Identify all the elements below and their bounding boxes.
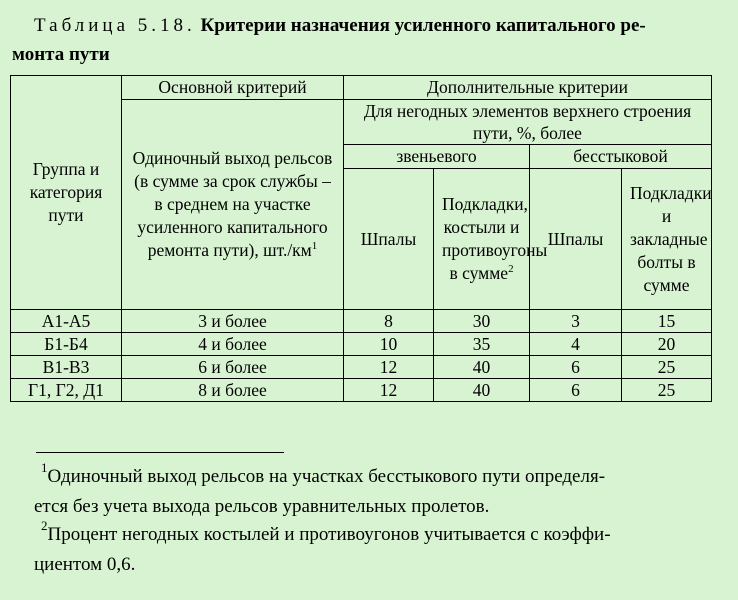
cell-sleepers-link: 8 (344, 310, 434, 333)
header-additional: Дополнительные критерии (344, 76, 712, 100)
header-sleepers-link: Шпалы (344, 169, 434, 310)
footnote-1 (34, 459, 722, 522)
cell-sleepers-link: 10 (344, 333, 434, 356)
footnote-2-line1: Процент негодных костылей и противоугонов учитывается с коэффи- (47, 524, 611, 545)
cell-sleepers-jointless: 6 (530, 356, 622, 379)
cell-pads-jointless: 25 (622, 356, 712, 379)
footnote-1-line2: ется без учета выхода рельсов уравнительных пролетов. (34, 496, 490, 517)
header-pads-jointless: Подкладки и закладные болты в сумме (622, 169, 712, 310)
header-defective: Для негодных элементов верхнего строения пути, %, более (344, 100, 712, 145)
cell-sleepers-jointless: 4 (530, 333, 622, 356)
cell-pads-link: 40 (434, 379, 530, 402)
header-jointless-track: бесстыковой (530, 145, 712, 169)
footnote-1-number: 1 (41, 459, 48, 475)
caption-title: Критерии назначения усиленного капитального ре- (200, 15, 646, 36)
header-main-criterion-desc: Одиночный выход рельсов (в сумме за срок службы – в среднем на участке усиленного капитального ремонта пути), $шт./км^1$ (122, 100, 344, 310)
header-sleepers-jointless: Шпалы (530, 169, 622, 310)
cell-pads-jointless: 15 (622, 310, 712, 333)
header-link-track: звеньевого (344, 145, 530, 169)
cell-pads-link: 30 (434, 310, 530, 333)
cell-sleepers-jointless: 6 (530, 379, 622, 402)
cell-main: 6 и более (122, 356, 344, 379)
cell-group: А1-А5 (11, 310, 122, 333)
cell-sleepers-jointless: 3 (530, 310, 622, 333)
cell-sleepers-link: 12 (344, 379, 434, 402)
cell-pads-jointless: 25 (622, 379, 712, 402)
criteria-table (10, 75, 712, 402)
footnote-ref-1: 1 (311, 240, 318, 253)
cell-group: Б1-Б4 (11, 333, 122, 356)
cell-main: 4 и более (122, 333, 344, 356)
table-caption (12, 12, 720, 65)
cell-main: 8 и более (122, 379, 344, 402)
footnote-2 (34, 517, 722, 580)
cell-pads-jointless: 20 (622, 333, 712, 356)
table-row (11, 333, 712, 356)
cell-group: Г1, Г2, Д1 (11, 379, 122, 402)
cell-sleepers-link: 12 (344, 356, 434, 379)
table-row (11, 356, 712, 379)
caption-label: Таблица 5.18. (34, 15, 196, 36)
header-pads-link: Подкладки, костыли и противоугоны в сумме$^2$ (434, 169, 530, 310)
header-group: Группа и категория пути (11, 76, 122, 310)
cell-group: В1-В3 (11, 356, 122, 379)
header-main-criterion: Основной критерий (122, 76, 344, 100)
footnote-divider (36, 452, 284, 453)
footnote-2-line2: циентом 0,6. (34, 554, 136, 575)
footnote-1-line1: Одиночный выход рельсов на участках бесстыкового пути определя- (47, 466, 606, 487)
cell-pads-link: 40 (434, 356, 530, 379)
cell-pads-link: 35 (434, 333, 530, 356)
footnote-2-number: 2 (41, 517, 48, 533)
table-row (11, 379, 712, 402)
table-row (11, 310, 712, 333)
caption-title-line2: монта пути (12, 44, 110, 65)
footnote-ref-2: 2 (508, 263, 514, 276)
cell-main: 3 и более (122, 310, 344, 333)
